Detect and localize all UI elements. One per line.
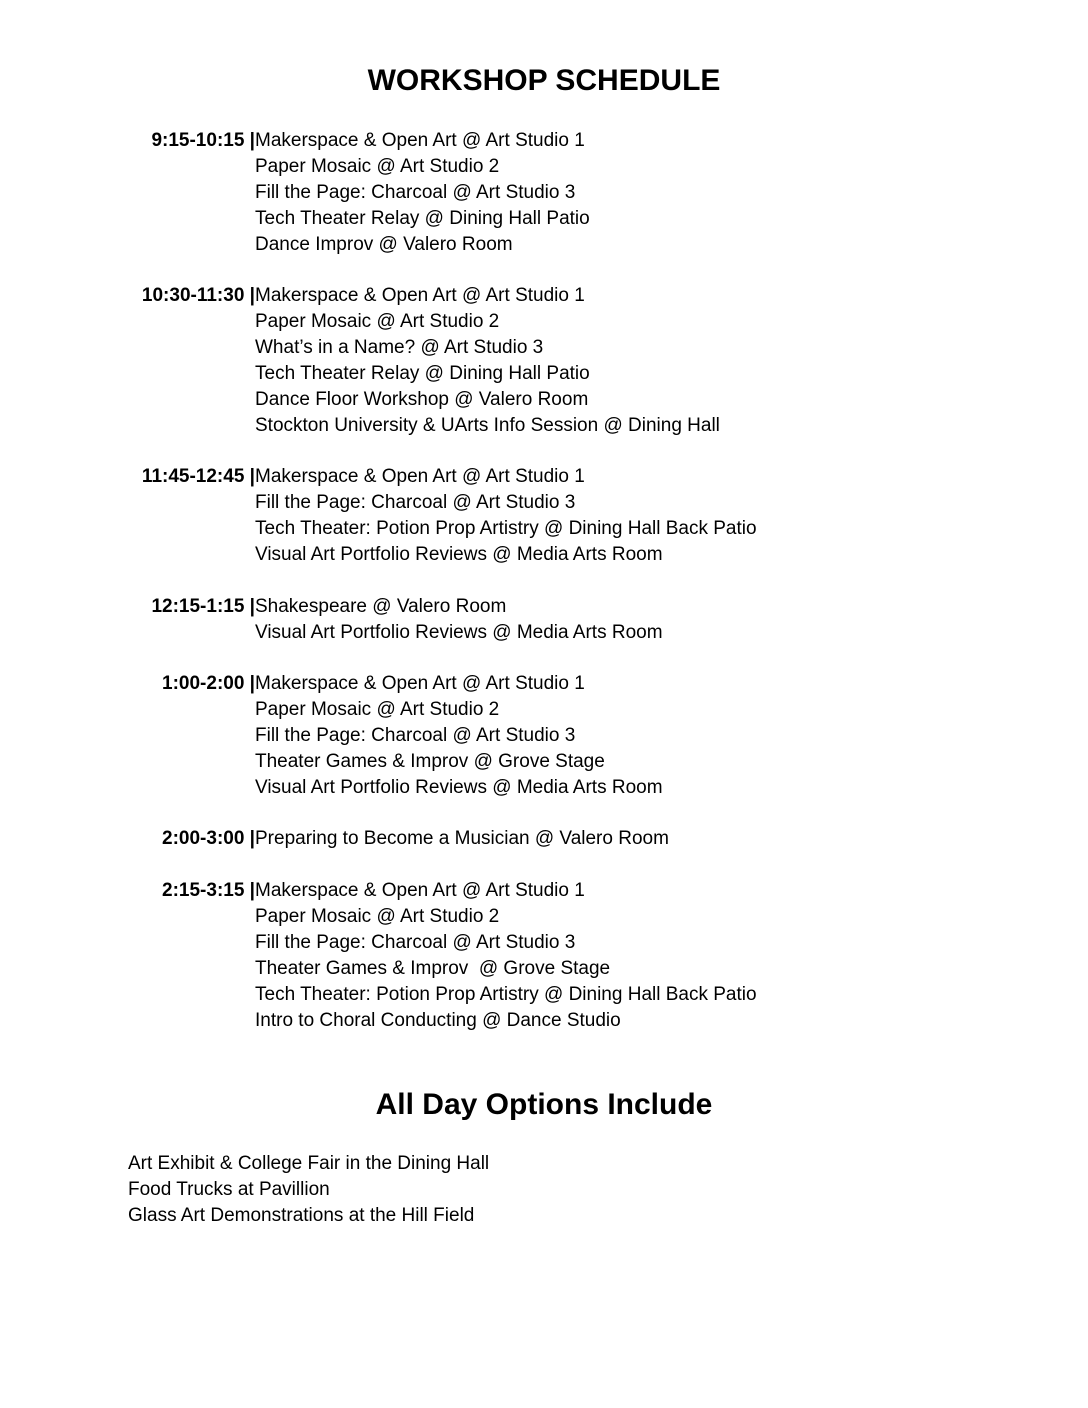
list-item: Visual Art Portfolio Reviews @ Media Arts Room <box>255 777 663 798</box>
list-item: Tech Theater Relay @ Dining Hall Patio <box>255 363 590 384</box>
session-items <box>255 671 663 801</box>
list-item: Paper Mosaic @ Art Studio 2 <box>255 699 500 720</box>
session-items <box>255 594 663 646</box>
list-item: Makerspace & Open Art @ Art Studio 1 <box>255 880 585 901</box>
list-item: Dance Improv @ Valero Room <box>255 234 513 255</box>
list-item: Paper Mosaic @ Art Studio 2 <box>255 156 500 177</box>
list-item: Theater Games & Improv @ Grove Stage <box>255 958 611 979</box>
page-title: WORKSHOP SCHEDULE <box>367 64 721 97</box>
list-item: Glass Art Demonstrations at the Hill Field <box>128 1205 475 1226</box>
list-item: Theater Games & Improv @ Grove Stage <box>255 751 605 772</box>
list-item: Tech Theater Relay @ Dining Hall Patio <box>255 208 590 229</box>
list-item: Intro to Choral Conducting @ Dance Studio <box>255 1010 621 1031</box>
session-items <box>255 283 720 439</box>
list-item: Paper Mosaic @ Art Studio 2 <box>255 311 500 332</box>
session-items <box>255 826 669 852</box>
list-item: Makerspace & Open Art @ Art Studio 1 <box>255 130 585 151</box>
session-time: 9:15-10:15 | <box>151 130 255 151</box>
session-time: 2:00-3:00 | <box>162 828 255 849</box>
list-item: Makerspace & Open Art @ Art Studio 1 <box>255 285 585 306</box>
session-items <box>255 464 757 568</box>
session-time: 10:30-11:30 | <box>141 285 255 306</box>
all-day-list <box>128 1151 489 1229</box>
list-item: What’s in a Name? @ Art Studio 3 <box>255 337 544 358</box>
session-time: 11:45-12:45 | <box>141 466 255 487</box>
session-time: 12:15-1:15 | <box>151 596 255 617</box>
list-item: Fill the Page: Charcoal @ Art Studio 3 <box>255 725 576 746</box>
list-item: Art Exhibit & College Fair in the Dining Hall <box>128 1153 490 1174</box>
list-item: Makerspace & Open Art @ Art Studio 1 <box>255 466 585 487</box>
list-item: Food Trucks at Pavillion <box>128 1179 330 1200</box>
list-item: Dance Floor Workshop @ Valero Room <box>255 389 589 410</box>
list-item: Fill the Page: Charcoal @ Art Studio 3 <box>255 492 576 513</box>
session-time: 2:15-3:15 | <box>162 880 255 901</box>
list-item: Visual Art Portfolio Reviews @ Media Arts Room <box>255 544 663 565</box>
list-item: Fill the Page: Charcoal @ Art Studio 3 <box>255 182 576 203</box>
all-day-heading: All Day Options Include <box>375 1088 713 1121</box>
session-time: 1:00-2:00 | <box>162 673 255 694</box>
list-item: Tech Theater: Potion Prop Artistry @ Dining Hall Back Patio <box>255 984 757 1005</box>
list-item: Fill the Page: Charcoal @ Art Studio 3 <box>255 932 576 953</box>
session-items <box>255 878 757 1034</box>
list-item: Shakespeare @ Valero Room <box>255 596 507 617</box>
list-item: Makerspace & Open Art @ Art Studio 1 <box>255 673 585 694</box>
list-item: Tech Theater: Potion Prop Artistry @ Dining Hall Back Patio <box>255 518 757 539</box>
list-item: Visual Art Portfolio Reviews @ Media Arts Room <box>255 622 663 643</box>
list-item: Paper Mosaic @ Art Studio 2 <box>255 906 500 927</box>
session-items <box>255 128 590 258</box>
list-item: Preparing to Become a Musician @ Valero Room <box>255 828 669 849</box>
list-item: Stockton University & UArts Info Session @ Dining Hall <box>255 415 720 436</box>
